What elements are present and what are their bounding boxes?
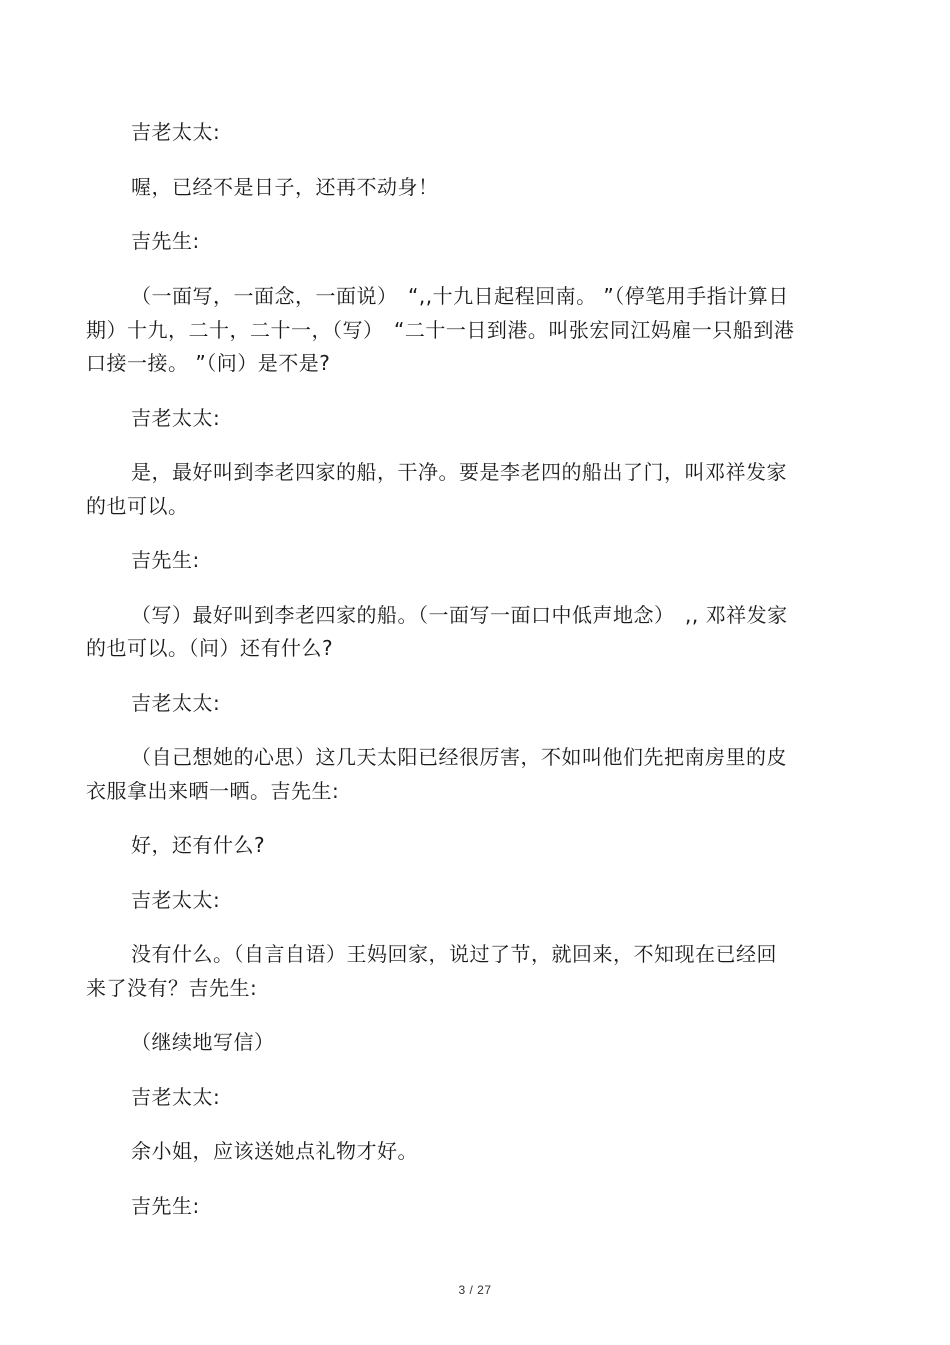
dialogue-line: 来了没有？吉先生: [86, 976, 258, 1000]
dialogue-line: 口接一接。 ”（问）是不是? [86, 351, 331, 375]
dialogue-line: 衣服拿出来晒一晒。吉先生: [86, 779, 340, 803]
dialogue-line: 的也可以。 [86, 494, 189, 518]
dialogue-line: （继续地写信） [131, 1030, 275, 1054]
speaker-label: 吉先生: [131, 229, 200, 253]
speaker-label: 吉老太太: [131, 1085, 221, 1109]
page-number: 3 / 27 [458, 1283, 492, 1297]
speaker-label: 吉先生: [131, 548, 200, 572]
speaker-label: 吉老太太: [131, 120, 221, 144]
speaker-label: 吉老太太: [131, 406, 221, 430]
dialogue-line: 是，最好叫到李老四家的船，干净。要是李老四的船出了门，叫邓祥发家 [131, 460, 787, 484]
speaker-label: 吉老太太: [131, 888, 221, 912]
dialogue-line: 好，还有什么? [131, 833, 266, 857]
dialogue-line: 余小姐，应该送她点礼物才好。 [131, 1139, 418, 1163]
dialogue-line: 没有什么。（自言自语）王妈回家，说过了节，就回来，不知现在已经回 [131, 942, 777, 966]
dialogue-line: （一面写，一面念，一面说） “,,十九日起程回南。 ”（停笔用手指计算日 [131, 284, 789, 308]
dialogue-line: （写）最好叫到李老四家的船。（一面写一面口中低声地念） ,, 邓祥发家 [131, 603, 788, 627]
speaker-label: 吉先生: [131, 1194, 200, 1218]
dialogue-line: （自己想她的心思）这几天太阳已经很厉害，不如叫他们先把南房里的皮 [131, 745, 787, 769]
dialogue-line: 的也可以。（问）还有什么? [86, 636, 334, 660]
speaker-label: 吉老太太: [131, 691, 221, 715]
dialogue-line: 喔，已经不是日子，还再不动身！ [131, 175, 439, 199]
dialogue-line: 期）十九，二十，二十一，（写） “二十一日到港。叫张宏同江妈雇一只船到港 [86, 318, 795, 342]
